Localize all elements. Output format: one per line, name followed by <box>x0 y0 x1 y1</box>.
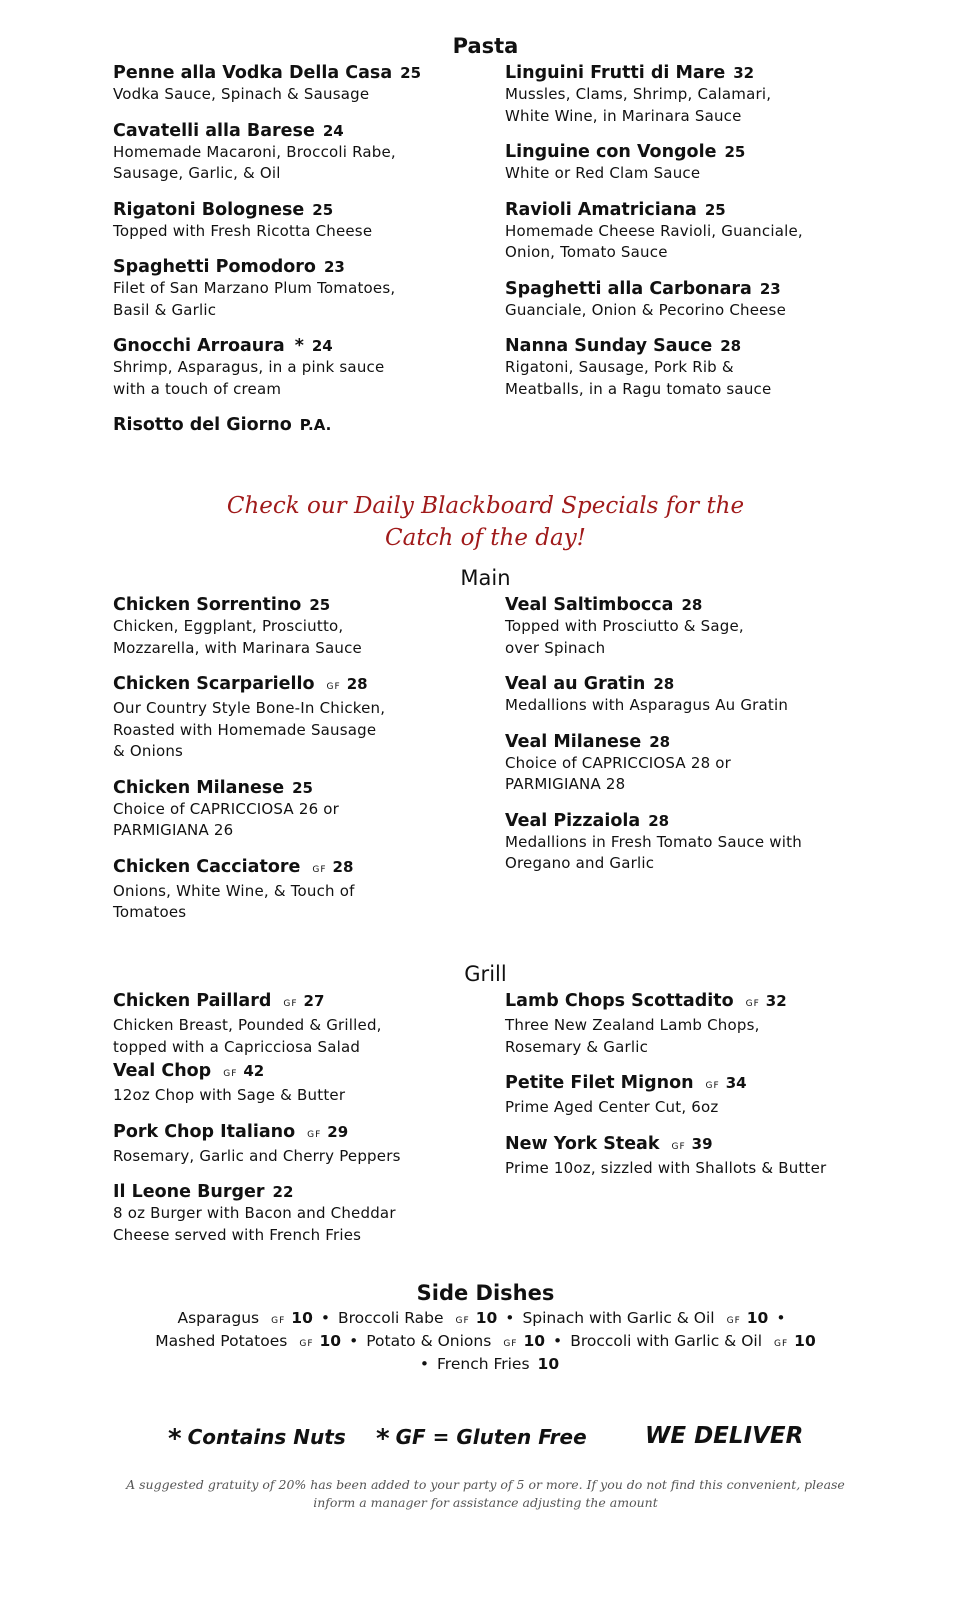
menu-item-price: 42 <box>243 1062 265 1080</box>
sides-line-1 <box>0 1309 971 1327</box>
menu-item-name: Linguini Frutti di Mare <box>505 63 726 83</box>
menu-item-name: Ravioli Amatriciana <box>505 199 697 220</box>
main-left-column <box>113 594 513 924</box>
menu-item <box>113 335 513 400</box>
menu-item <box>113 777 513 842</box>
side-dish-name: Potato & Onions <box>366 1332 492 1350</box>
menu-item-price: 27 <box>303 992 325 1010</box>
menu-item-header <box>505 62 905 84</box>
contains-nuts-note <box>168 1424 346 1454</box>
menu-item-name: Penne alla Vodka Della Casa <box>113 63 393 83</box>
menu-item-description: 8 oz Burger with Bacon and Cheddar <box>113 1204 396 1222</box>
menu-item-name: Lamb Chops Scottadito <box>505 991 734 1011</box>
menu-item-description: Rosemary, Garlic and Cherry Peppers <box>113 1146 401 1165</box>
menu-item-description: Rosemary & Garlic <box>505 1037 649 1056</box>
bullet-separator: • <box>553 1332 563 1350</box>
menu-item-description: with a touch of cream <box>113 379 282 398</box>
menu-item-name: Gnocchi Arroaura <box>113 336 285 356</box>
menu-item-description: Roasted with Homemade Sausage <box>113 720 377 739</box>
bullet-separator: • <box>776 1309 786 1327</box>
menu-item-price: 28 <box>649 732 671 751</box>
side-dish <box>366 1332 545 1350</box>
menu-item-description: topped with a Capricciosa Salad <box>113 1037 361 1056</box>
menu-item-header <box>505 990 905 1015</box>
menu-item <box>505 673 905 717</box>
menu-item-header <box>113 594 513 616</box>
menu-item-header <box>113 256 513 278</box>
menu-item-description: Shrimp, Asparagus, in a pink sauce <box>113 358 385 376</box>
side-dish <box>155 1332 341 1350</box>
menu-item-description: Meatballs, in a Ragu tomato sauce <box>505 379 772 398</box>
menu-item <box>505 1072 905 1119</box>
menu-item-description: Oregano and Garlic <box>505 854 655 872</box>
menu-item-description: Sausage, Garlic, & Oil <box>113 164 281 182</box>
menu-item-description: & Onions <box>113 742 184 760</box>
side-dish-name: Asparagus <box>177 1309 260 1327</box>
menu-item <box>113 1060 513 1107</box>
menu-item-price: 32 <box>733 64 755 82</box>
menu-item-name: Nanna Sunday Sauce <box>505 336 713 356</box>
menu-item-price: 25 <box>400 64 422 82</box>
menu-item-header <box>505 673 905 695</box>
menu-item-price: 28 <box>648 811 670 830</box>
menu-item-header <box>113 1181 513 1203</box>
menu-item-description: 12oz Chop with Sage & Butter <box>113 1086 346 1104</box>
side-dish-price: 10 <box>537 1355 560 1373</box>
menu-item-header <box>505 199 905 221</box>
gluten-free-badge: GF <box>745 999 760 1009</box>
bullet-separator: • <box>349 1332 359 1350</box>
gluten-free-badge: GF <box>283 999 298 1009</box>
menu-item <box>505 199 905 264</box>
menu-item-price: 24 <box>311 337 333 355</box>
menu-item-header <box>113 856 513 881</box>
menu-item-description: Onions, White Wine, & Touch of <box>113 881 355 900</box>
menu-item <box>113 673 513 763</box>
daily-specials-line-1: Check our Daily Blackboard Specials for the <box>226 493 745 519</box>
menu-item-price: 25 <box>704 200 726 219</box>
menu-item-price: P.A. <box>299 416 332 434</box>
menu-item <box>505 335 905 400</box>
menu-item-name: Veal au Gratin <box>505 674 646 694</box>
sides-line-2 <box>0 1332 971 1350</box>
menu-item <box>113 856 513 924</box>
menu-item-price: 28 <box>653 675 675 693</box>
bullet-separator: • <box>505 1309 515 1327</box>
pasta-left-column <box>113 62 513 436</box>
side-dish <box>178 1309 313 1327</box>
menu-item-name: Veal Chop <box>113 1061 212 1081</box>
gluten-free-badge: GF <box>307 1129 322 1140</box>
menu-item <box>113 594 513 659</box>
menu-item <box>113 120 513 185</box>
side-dish-name: Mashed Potatoes <box>155 1332 288 1350</box>
menu-item-name: Pork Chop Italiano <box>113 1121 296 1142</box>
menu-item-price: 25 <box>292 778 313 797</box>
side-dish-price: 10 <box>794 1332 816 1350</box>
pasta-heading: Pasta <box>452 34 519 58</box>
menu-item <box>505 990 905 1058</box>
menu-item-description: White Wine, in Marinara Sauce <box>505 106 742 125</box>
gf-label: GF = Gluten Free <box>395 1425 587 1449</box>
menu-item-header <box>505 335 905 357</box>
menu-item-name: Risotto del Giorno <box>113 415 292 435</box>
gluten-free-badge: GF <box>455 1316 470 1326</box>
menu-item-name: Veal Pizzaiola <box>505 810 641 831</box>
menu-item <box>113 990 513 1058</box>
menu-item-header <box>113 62 513 84</box>
menu-item-description: Filet of San Marzano Plum Tomatoes, <box>113 279 396 297</box>
daily-specials-line-2: Catch of the day! <box>385 525 586 551</box>
sides-line-3 <box>0 1355 971 1373</box>
side-dishes-heading: Side Dishes <box>416 1281 555 1305</box>
side-dish <box>437 1355 559 1373</box>
gluten-free-badge: GF <box>271 1316 286 1326</box>
menu-item-name: Spaghetti alla Carbonara <box>505 278 752 299</box>
menu-item-price: 28 <box>346 675 368 693</box>
menu-item <box>505 1133 905 1180</box>
gluten-free-badge: GF <box>299 1339 314 1349</box>
menu-item-price: 23 <box>759 279 781 298</box>
menu-item-description: Homemade Macaroni, Broccoli Rabe, <box>113 142 396 161</box>
menu-item-header <box>113 1121 513 1146</box>
gluten-free-badge: GF <box>774 1339 789 1349</box>
menu-item-name: Chicken Paillard <box>113 991 272 1011</box>
menu-item-header <box>505 1072 905 1097</box>
menu-item-header <box>505 141 905 163</box>
gluten-free-note <box>376 1424 587 1454</box>
side-dish-name: French Fries <box>437 1355 530 1373</box>
grill-right-column <box>505 990 905 1179</box>
we-deliver-note: WE DELIVER <box>645 1423 804 1449</box>
menu-item-name: Veal Milanese <box>505 731 642 752</box>
menu-item-price: 24 <box>322 121 344 140</box>
menu-item-name: Linguine con Vongole <box>505 142 717 162</box>
menu-item-description: Cheese served with French Fries <box>113 1225 362 1244</box>
menu-item-description: PARMIGIANA 26 <box>113 821 234 839</box>
menu-item-description: Three New Zealand Lamb Chops, <box>505 1016 760 1034</box>
menu-item <box>113 62 513 106</box>
gluten-free-badge: GF <box>671 1141 686 1152</box>
nuts-marker: * <box>294 336 304 356</box>
menu-item-price: 25 <box>309 596 331 614</box>
menu-item-description: Prime Aged Center Cut, 6oz <box>505 1098 719 1116</box>
menu-item <box>505 810 905 875</box>
menu-item-description: Our Country Style Bone-In Chicken, <box>113 699 386 717</box>
bullet-separator: • <box>419 1355 430 1373</box>
menu-item-description: PARMIGIANA 28 <box>505 775 626 793</box>
side-dish-price: 10 <box>475 1309 498 1327</box>
menu-item-description: Mussles, Clams, Shrimp, Calamari, <box>505 85 772 103</box>
menu-item-header <box>113 120 513 142</box>
nuts-label: Contains Nuts <box>187 1425 346 1449</box>
side-dish-name: Broccoli Rabe <box>338 1309 444 1327</box>
side-dish-price: 10 <box>523 1332 546 1350</box>
side-dish <box>570 1332 816 1350</box>
side-dish-price: 10 <box>746 1309 769 1327</box>
menu-item-price: 28 <box>720 337 742 355</box>
grill-left-column <box>113 990 513 1246</box>
menu-item-description: Rigatoni, Sausage, Pork Rib & <box>505 358 734 376</box>
menu-item-name: Chicken Cacciatore <box>113 856 301 877</box>
menu-item-header <box>113 199 513 221</box>
menu-item-price: 29 <box>327 1122 349 1141</box>
menu-item-header <box>505 278 905 300</box>
menu-item-header <box>505 810 905 832</box>
menu-item-description: White or Red Clam Sauce <box>505 164 701 182</box>
menu-item-description: Medallions in Fresh Tomato Sauce with <box>505 832 802 851</box>
menu-item <box>113 1121 513 1168</box>
menu-item <box>113 256 513 321</box>
menu-item <box>505 62 905 127</box>
menu-item-name: Il Leone Burger <box>113 1182 265 1202</box>
menu-item-price: 39 <box>691 1134 713 1153</box>
gluten-free-badge: GF <box>726 1316 741 1326</box>
menu-item <box>505 731 905 796</box>
menu-item-description: Mozzarella, with Marinara Sauce <box>113 638 362 657</box>
menu-item-header <box>505 731 905 753</box>
menu-item-description: Chicken, Eggplant, Prosciutto, <box>113 617 344 635</box>
gluten-free-badge: GF <box>223 1069 238 1079</box>
nuts-asterisk: * <box>168 1424 182 1454</box>
menu-item <box>505 278 905 322</box>
menu-item-header <box>113 1060 513 1085</box>
gluten-free-badge: GF <box>705 1081 720 1091</box>
menu-item-price: 23 <box>323 258 345 276</box>
menu-item <box>505 141 905 185</box>
menu-item-header <box>505 594 905 616</box>
menu-item-name: Veal Saltimbocca <box>505 595 674 615</box>
main-heading: Main <box>460 566 511 590</box>
menu-item-price: 22 <box>272 1183 294 1201</box>
side-dish <box>338 1309 497 1327</box>
menu-item-name: Petite Filet Mignon <box>505 1073 694 1093</box>
menu-item-description: Medallions with Asparagus Au Gratin <box>505 696 789 714</box>
menu-item-description: Chicken Breast, Pounded & Grilled, <box>113 1016 382 1034</box>
menu-item-header <box>505 1133 905 1158</box>
menu-item-description: Homemade Cheese Ravioli, Guanciale, <box>505 221 803 240</box>
menu-item-header <box>113 335 513 357</box>
menu-item-name: Chicken Sorrentino <box>113 595 302 615</box>
menu-item-price: 34 <box>725 1074 747 1092</box>
menu-item-price: 28 <box>681 596 703 614</box>
menu-item-header <box>113 990 513 1015</box>
bullet-separator: • <box>320 1309 331 1327</box>
menu-item-name: New York Steak <box>505 1133 660 1154</box>
gluten-free-badge: GF <box>326 682 341 692</box>
gluten-free-badge: GF <box>312 864 327 875</box>
menu-item-header <box>113 673 513 698</box>
gratuity-line-1: A suggested gratuity of 20% has been added to your party of 5 or more. If you do not find this convenient, please <box>126 1477 845 1492</box>
menu-item-description: Guanciale, Onion & Pecorino Cheese <box>505 300 786 319</box>
menu-item-name: Rigatoni Bolognese <box>113 199 305 220</box>
menu-item-price: 25 <box>312 200 334 219</box>
menu-item-description: Topped with Prosciutto & Sage, <box>505 617 744 635</box>
menu-item-price: 28 <box>332 857 354 876</box>
side-dish-price: 10 <box>291 1309 313 1327</box>
menu-item-header <box>113 777 513 799</box>
menu-item-description: Vodka Sauce, Spinach & Sausage <box>113 85 370 103</box>
menu-item-header <box>113 414 513 436</box>
menu-item-name: Cavatelli alla Barese <box>113 120 315 141</box>
menu-item-description: Tomatoes <box>113 903 187 921</box>
menu-item-description: Prime 10oz, sizzled with Shallots & Butter <box>505 1158 827 1177</box>
gratuity-notice <box>0 1476 971 1512</box>
menu-item-name: Chicken Milanese <box>113 777 285 798</box>
gluten-free-badge: GF <box>503 1339 518 1349</box>
daily-specials-note <box>0 490 971 554</box>
gratuity-line-2: inform a manager for assistance adjusting the amount <box>313 1495 658 1510</box>
menu-item-description: Onion, Tomato Sauce <box>505 243 668 261</box>
menu-item-description: Choice of CAPRICCIOSA 28 or <box>505 753 732 772</box>
menu-item-description: Topped with Fresh Ricotta Cheese <box>113 221 373 240</box>
menu-item <box>505 594 905 659</box>
pasta-right-column <box>505 62 905 400</box>
side-dish-name: Spinach with Garlic & Oil <box>522 1309 715 1327</box>
gf-asterisk: * <box>376 1424 390 1454</box>
grill-heading: Grill <box>464 962 507 986</box>
menu-item-price: 25 <box>724 143 746 161</box>
menu-item-description: over Spinach <box>505 638 606 657</box>
menu-item-price: 32 <box>765 992 787 1010</box>
main-right-column <box>505 594 905 875</box>
menu-item-description: Basil & Garlic <box>113 300 217 319</box>
menu-item <box>113 199 513 243</box>
menu-item-name: Spaghetti Pomodoro <box>113 257 316 277</box>
side-dish <box>522 1309 768 1327</box>
side-dish-name: Broccoli with Garlic & Oil <box>570 1332 763 1350</box>
menu-item-name: Chicken Scarpariello <box>113 674 315 694</box>
menu-item-description: Choice of CAPRICCIOSA 26 or <box>113 799 340 818</box>
menu-item <box>113 414 513 436</box>
side-dish-price: 10 <box>319 1332 342 1350</box>
menu-item <box>113 1181 513 1246</box>
